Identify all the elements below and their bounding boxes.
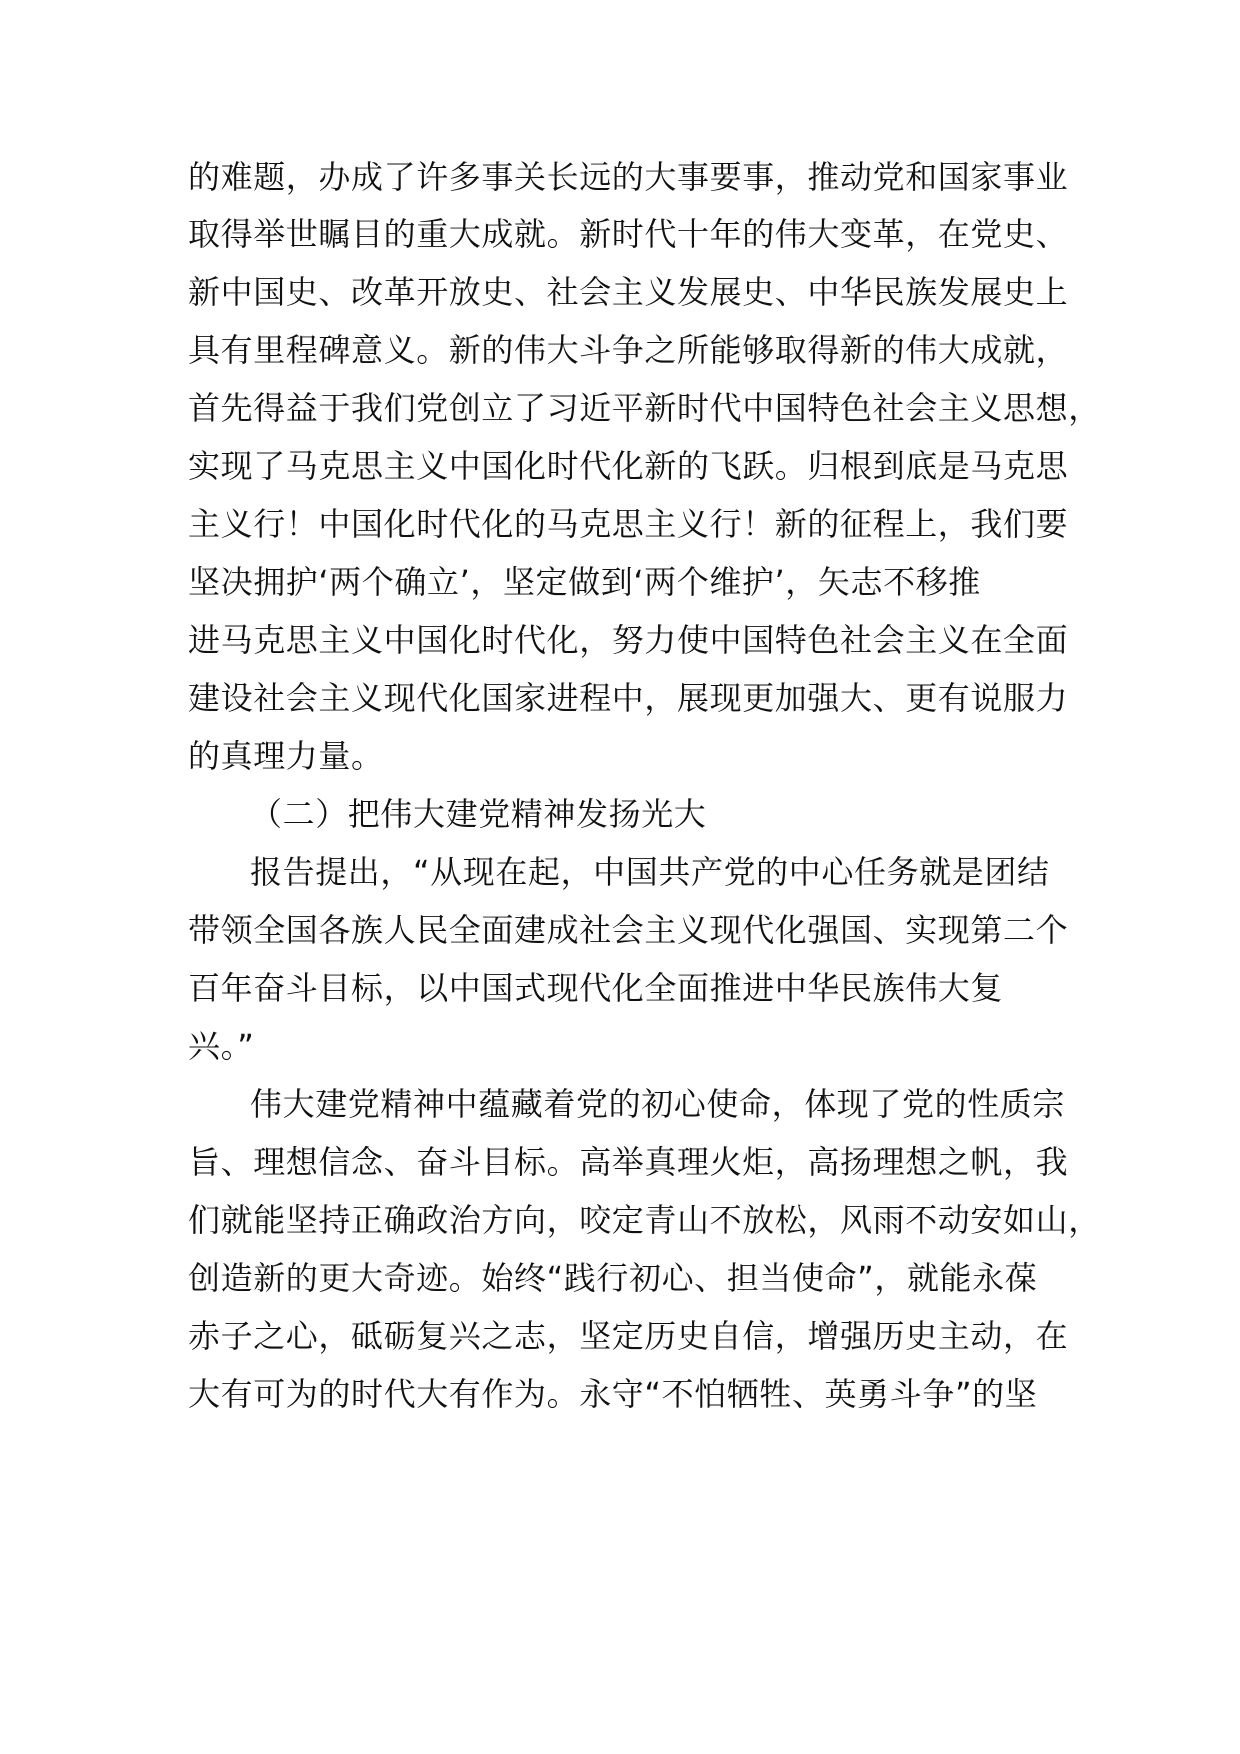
text-line: 带领全国各族人民全面建成社会主义现代化强国、实现第二个 [188,911,1069,949]
text-line: 百年奋斗目标，以中国式现代化全面推进中华民族伟大复 [188,969,1004,1007]
text-line: 主义行！中国化时代化的马克思主义行！新的征程上，我们要 [188,505,1069,543]
text-line: 的真理力量。 [188,737,384,775]
paragraph-first-line: 报告提出，“从现在起，中国共产党的中心任务就是团结 [250,853,1050,891]
text-line: 新中国史、改革开放史、社会主义发展史、中华民族发展史上 [188,273,1069,311]
text-line: 兴。” [188,1027,255,1065]
text-line: 坚决拥护‘两个确立’，坚定做到‘两个维护’，矢志不移推 [188,563,981,601]
text-line: 建设社会主义现代化国家进程中，展现更加强大、更有说服力 [188,679,1069,717]
text-line: 首先得益于我们党创立了习近平新时代中国特色社会主义思想， [188,389,1101,427]
text-line: 具有里程碑意义。新的伟大斗争之所能够取得新的伟大成就， [188,331,1069,369]
text-line: 赤子之心，砥砺复兴之志，坚定历史自信，增强历史主动，在 [188,1317,1069,1355]
text-line: 旨、理想信念、奋斗目标。高举真理火炬，高扬理想之帆，我 [188,1143,1069,1181]
text-line: 大有可为的时代大有作为。永守“不怕牺牲、英勇斗争”的坚 [188,1375,1038,1413]
text-line: 们就能坚持正确政治方向，咬定青山不放松，风雨不动安如山， [188,1201,1101,1239]
text-line: 的难题，办成了许多事关长远的大事要事，推动党和国家事业 [188,158,1069,196]
text-line: 创造新的更大奇迹。始终“践行初心、担当使命”，就能永葆 [188,1259,1038,1297]
section-heading: （二）把伟大建党精神发扬光大 [250,795,707,833]
paragraph-first-line: 伟大建党精神中蕴藏着党的初心使命，体现了党的性质宗 [250,1085,1066,1123]
text-line: 进马克思主义中国化时代化，努力使中国特色社会主义在全面 [188,621,1069,659]
text-line: 实现了马克思主义中国化时代化新的飞跃。归根到底是马克思 [188,447,1069,485]
text-line: 取得举世瞩目的重大成就。新时代十年的伟大变革，在党史、 [188,215,1069,253]
